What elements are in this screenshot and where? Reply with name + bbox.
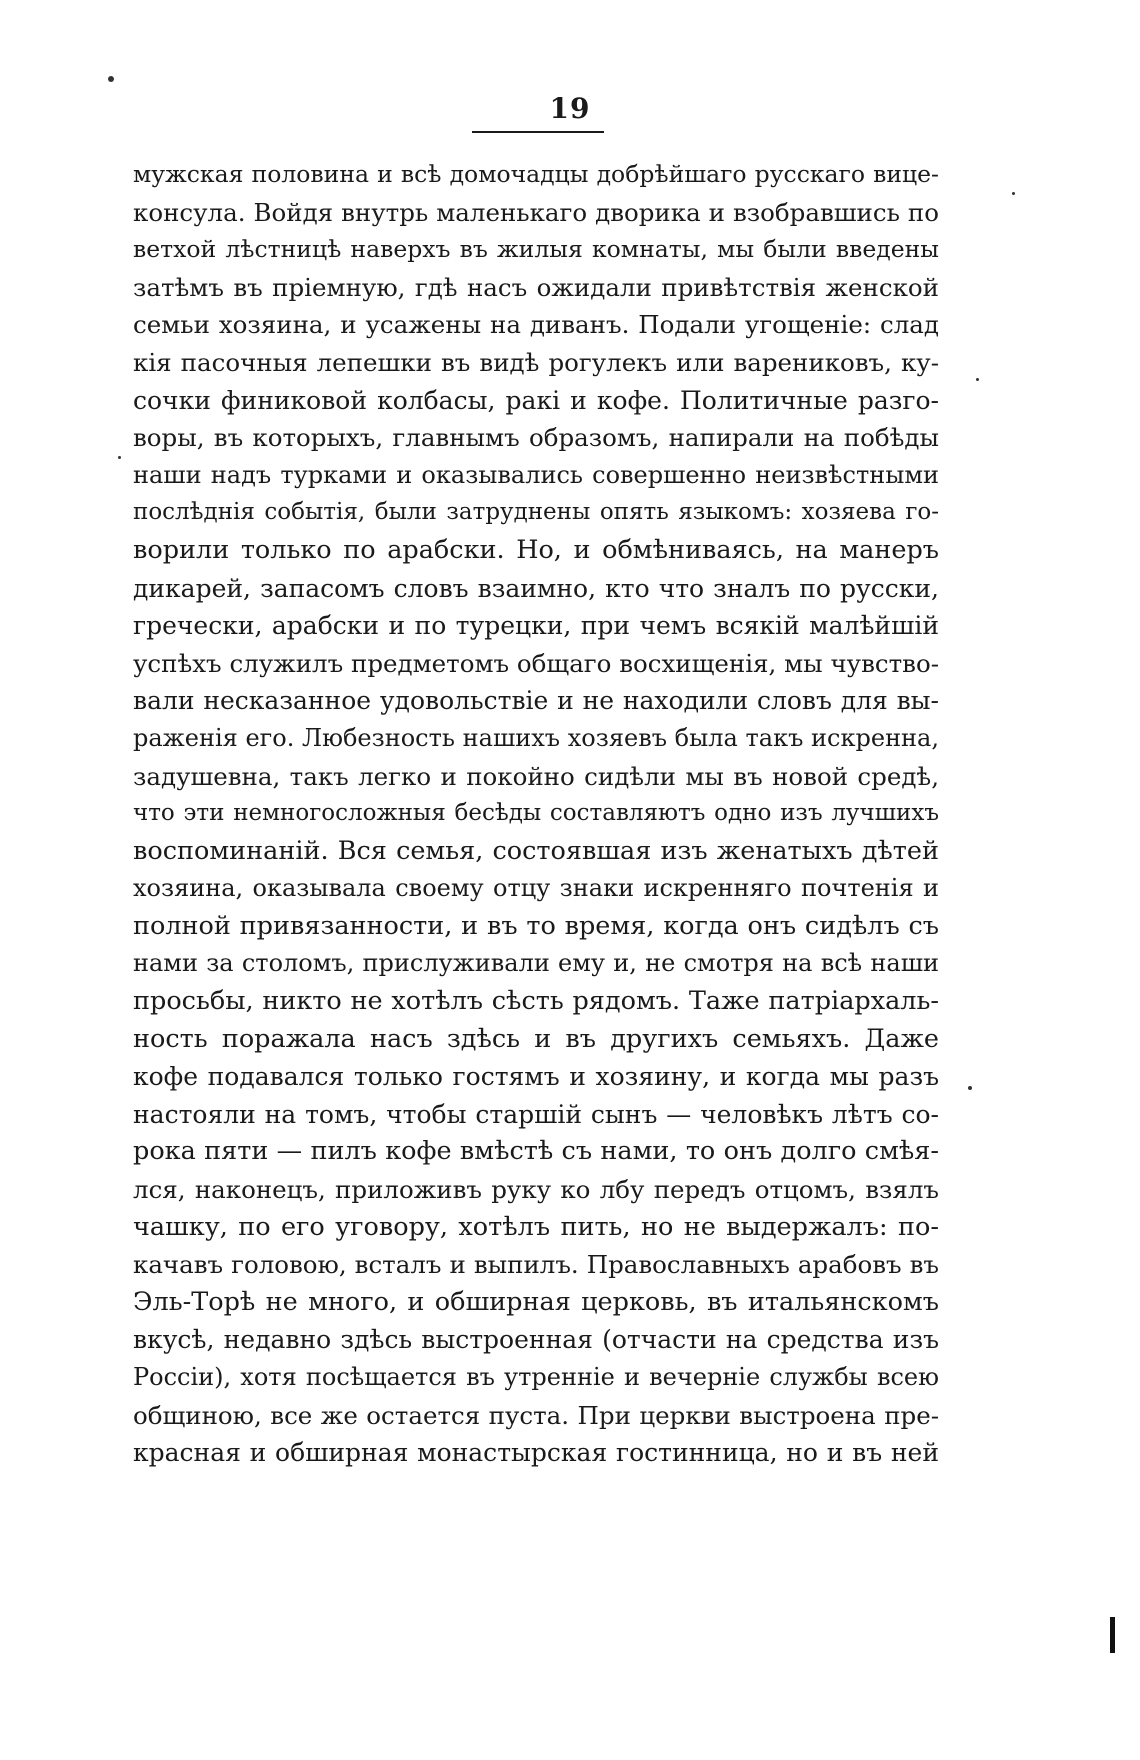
- text-line: общиною, все же остается пуста. При церкви выстроена пре-: [133, 1400, 939, 1430]
- text-line: полной привязанности, и въ то время, когда онъ сидѣлъ съ: [133, 910, 939, 941]
- text-line: задушевна, такъ легко и покойно сидѣли мы въ новой средѣ,: [133, 761, 939, 791]
- text-line: ветхой лѣстницѣ наверхъ въ жилыя комнаты, мы были введены: [133, 235, 939, 264]
- text-line: хозяина, оказывала своему отцу знаки искренняго почтенія и: [133, 874, 939, 903]
- text-line: что эти немногосложныя бесѣды составляютъ одно изъ лучшихъ: [133, 800, 939, 827]
- scan-speck: [968, 1086, 972, 1090]
- scan-speck: [108, 76, 114, 82]
- text-line: кофе подавался только гостямъ и хозяину, и когда мы разъ: [133, 1062, 939, 1092]
- text-line: Эль-Торѣ не много, и обширная церковь, въ итальянскомъ: [133, 1286, 939, 1317]
- page-number: 19: [549, 92, 591, 125]
- scan-edge-mark: [1110, 1617, 1115, 1653]
- text-line: дикарей, запасомъ словъ взаимно, кто что зналъ по русски,: [133, 573, 939, 603]
- text-line: вали несказанное удовольствіе и не находили словъ для вы-: [133, 686, 939, 716]
- text-line: чашку, по его уговору, хотѣлъ пить, но не выдержалъ: по-: [133, 1211, 939, 1242]
- text-line: просьбы, никто не хотѣлъ сѣсть рядомъ. Таже патріархаль-: [133, 986, 939, 1017]
- text-line: ворили только по арабски. Но, и обмѣниваясь, на манеръ: [133, 534, 939, 565]
- scan-speck: [118, 456, 121, 459]
- text-line: красная и обширная монастырская гостинница, но и въ ней: [133, 1438, 939, 1468]
- text-line: Россіи), хотя посѣщается въ утренніе и вечерніе службы всею: [133, 1363, 939, 1391]
- text-line: семьи хозяина, и усажены на диванъ. Подали угощеніе: слад: [133, 310, 939, 340]
- text-line: наши надъ турками и оказывались совершенно неизвѣстными: [133, 460, 939, 489]
- text-line: раженія его. Любезность нашихъ хозяевъ была такъ искренна,: [133, 723, 939, 752]
- text-line: мужская половина и всѣ домочадцы добрѣйшаго русскаго вице-: [133, 160, 939, 188]
- scan-speck: [976, 378, 979, 381]
- text-line: лся, наконецъ, приложивъ руку ко лбу передъ отцомъ, взялъ: [133, 1175, 939, 1205]
- text-line: воспоминаній. Вся семья, состоявшая изъ женатыхъ дѣтей: [133, 835, 939, 866]
- scan-speck: [1012, 192, 1015, 195]
- text-line: послѣднія событія, были затруднены опять языкомъ: хозяева го-: [133, 499, 939, 526]
- text-line: сочки финиковой колбасы, ракі и кофе. Политичные разго-: [133, 385, 939, 415]
- page-number-rule: [472, 131, 604, 133]
- text-line: настояли на томъ, чтобы старшій сынъ — человѣкъ лѣтъ со-: [133, 1099, 939, 1129]
- text-line: кія пасочныя лепешки въ видѣ рогулекъ или варениковъ, ку-: [133, 347, 939, 377]
- text-line: нами за столомъ, прислуживали ему и, не смотря на всѣ наши: [133, 949, 939, 978]
- text-line: воры, въ которыхъ, главнымъ образомъ, напирали на побѣды: [133, 423, 939, 453]
- text-line: успѣхъ служилъ предметомъ общаго восхищенія, мы чувство-: [133, 648, 939, 678]
- text-line: консула. Войдя внутрь маленькаго дворика и взобравшись по: [133, 197, 939, 227]
- body-text: [133, 156, 939, 1472]
- text-line: ность поражала насъ здѣсь и въ другихъ семьяхъ. Даже: [133, 1023, 939, 1054]
- text-line: затѣмъ въ пріемную, гдѣ насъ ожидали привѣтствія женской: [133, 272, 939, 302]
- text-line: вкусѣ, недавно здѣсь выстроенная (отчасти на средства изъ: [133, 1325, 939, 1355]
- text-line: гречески, арабски и по турецки, при чемъ всякій малѣйшій: [133, 611, 939, 641]
- text-line: качавъ головою, всталъ и выпилъ. Православныхъ арабовъ въ: [133, 1250, 939, 1280]
- text-line: рока пяти — пилъ кофе вмѣстѣ съ нами, то онъ долго смѣя-: [133, 1136, 939, 1167]
